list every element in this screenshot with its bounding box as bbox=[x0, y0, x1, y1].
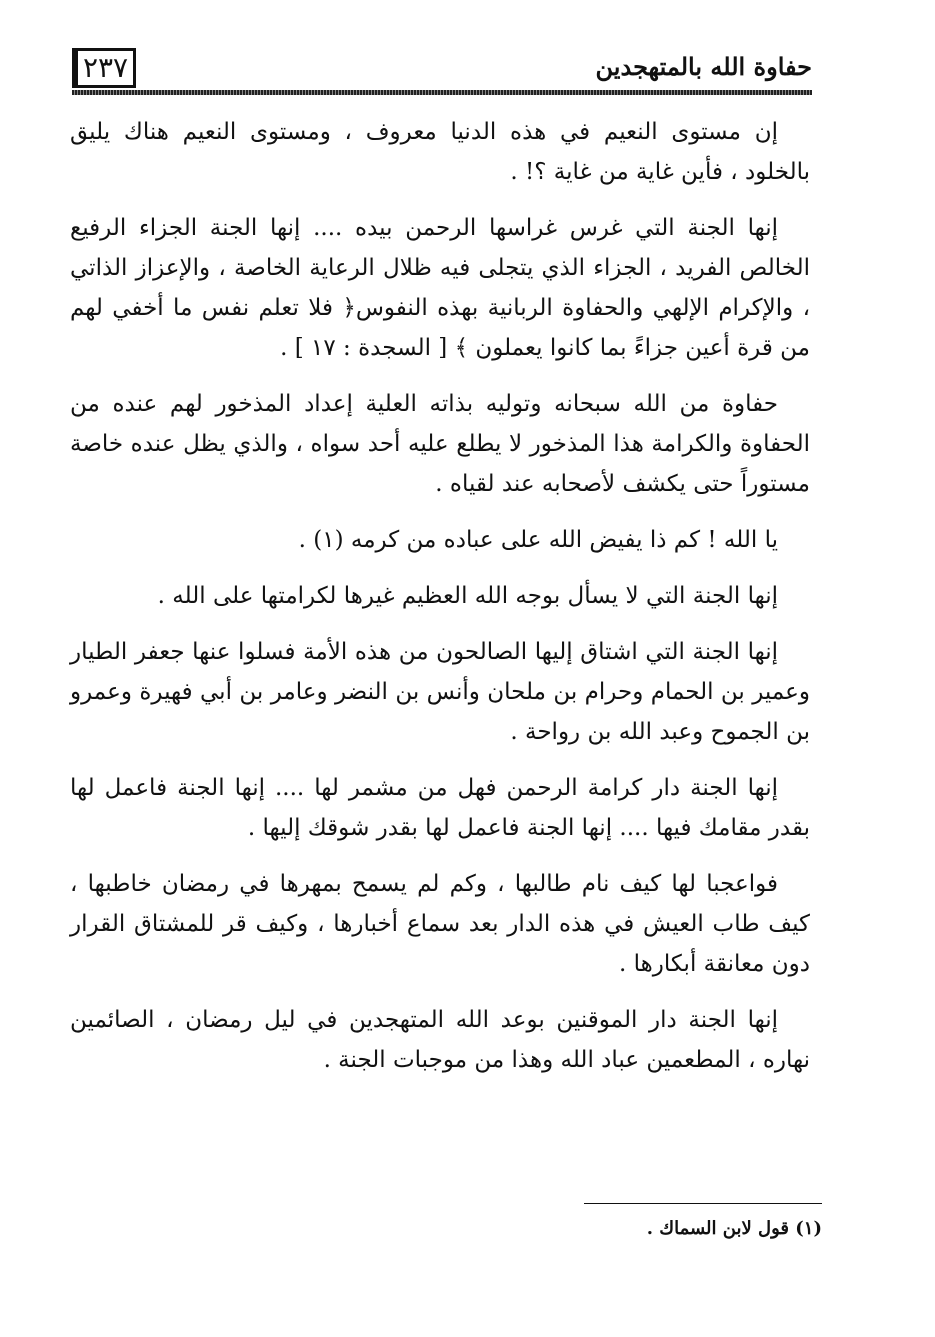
footnote-rule bbox=[584, 1203, 822, 1204]
footnote: (١) قول لابن السماك . bbox=[646, 1218, 822, 1239]
paragraph: حفاوة من الله سبحانه وتوليه بذاته العلية إعداد المذخور لهم عنده من الحفاوة والكرامة هذا المذخور لا يطلع عليه أحد سواه ، والذي يظل عنده خاصة مستوراً حتى يكشف لأصحابه عند لقياه . bbox=[70, 391, 810, 497]
paragraph: إنها الجنة التي غرس غراسها الرحمن بيده .... إنها الجنة الجزاء الرفيع الخالص الفريد ، الجزاء الذي يتجلى فيه ظلال الرعاية الخاصة ، والإعزاز الذاتي ، والإكرام الإلهي والحفاوة الربانية بهذه النفوس﴿ فلا تعلم نفس ما أخفي لهم من قرة أعين جزاءً بما كانوا يعملون ﴾ [ السجدة : ١٧ ] . bbox=[70, 215, 810, 361]
running-title: حفاوة الله بالمتهجدين bbox=[595, 52, 812, 81]
header-rule bbox=[72, 90, 812, 95]
paragraph: إنها الجنة دار كرامة الرحمن فهل من مشمر لها .... إنها الجنة فاعمل لها بقدر مقامك فيها .... إنها الجنة فاعمل لها بقدر شوقك إليها . bbox=[70, 775, 810, 841]
paragraph: فواعجبا لها كيف نام طالبها ، وكم لم يسمح بمهرها في رمضان خاطبها ، كيف طاب العيش في هذه الدار بعد سماع أخبارها ، وكيف قر للمشتاق القرار دون معانقة أبكارها . bbox=[70, 871, 810, 977]
page-number: ٢٣٧ bbox=[72, 48, 136, 88]
paragraph: يا الله ! كم ذا يفيض الله على عباده من كرمه (١) . bbox=[298, 527, 778, 553]
paragraph: إن مستوى النعيم في هذه الدنيا معروف ، ومستوى النعيم هناك يليق بالخلود ، فأين غاية من غاية ؟! . bbox=[70, 119, 810, 185]
body-text bbox=[70, 112, 810, 1096]
paragraph: إنها الجنة دار الموقنين بوعد الله المتهجدين في ليل رمضان ، الصائمين نهاره ، المطعمين عباد الله وهذا من موجبات الجنة . bbox=[70, 1007, 810, 1073]
page-header bbox=[72, 44, 812, 94]
paragraph: إنها الجنة التي اشتاق إليها الصالحون من هذه الأمة فسلوا عنها جعفر الطيار وعمير بن الحمام وحرام بن ملحان وأنس بن النضر وعامر بن أبي فهيرة وعمرو بن الجموح وعبد الله بن رواحة . bbox=[70, 639, 810, 745]
paragraph: إنها الجنة التي لا يسأل بوجه الله العظيم غيرها لكرامتها على الله . bbox=[157, 583, 778, 609]
